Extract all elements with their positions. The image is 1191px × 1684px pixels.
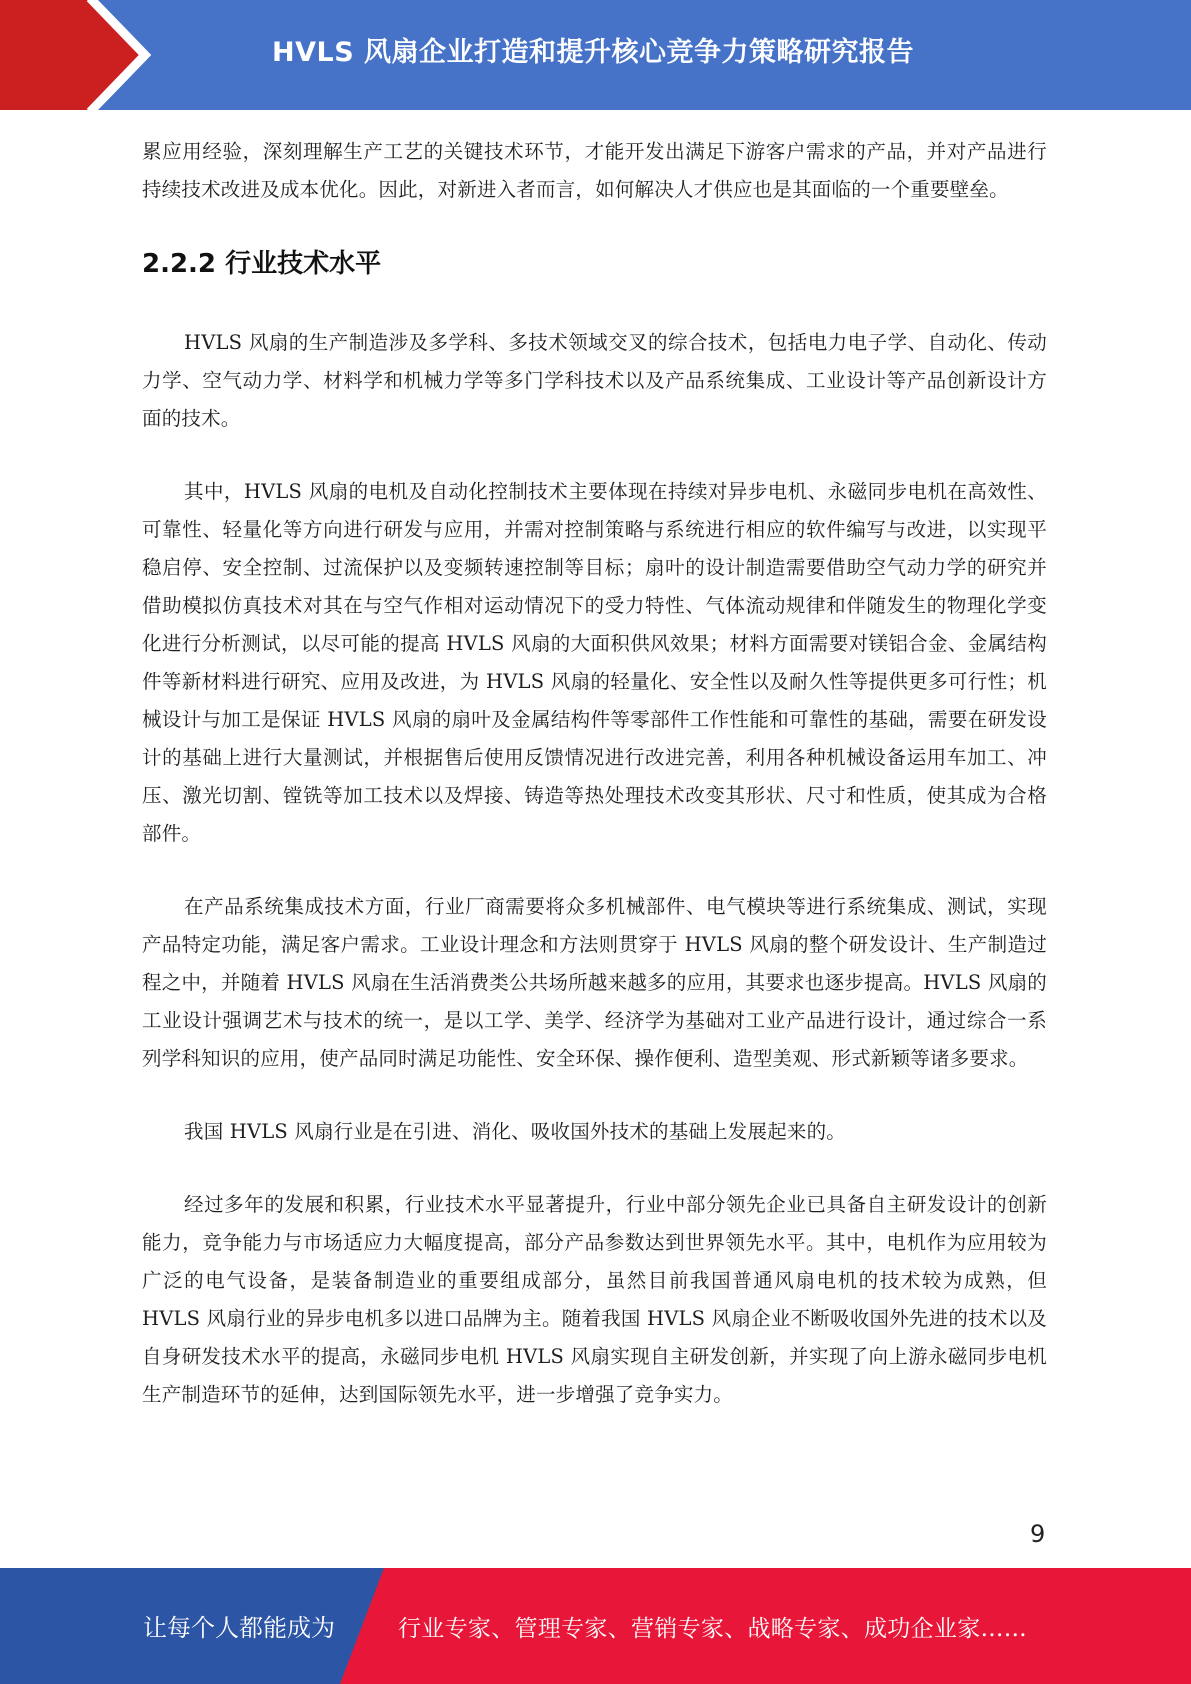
intro-paragraph: 累应用经验，深刻理解生产工艺的关键技术环节，才能开发出满足下游客户需求的产品，并对产品进行持续技术改进及成本优化。因此，对新进入者而言，如何解决人才供应也是其面临的一个重要壁垒。: [142, 140, 1047, 201]
footer-slogan-left: 让每个人都能成为: [143, 1614, 335, 1642]
page-header: [0, 0, 1191, 110]
body-paragraph: 在产品系统集成技术方面，行业厂商需要将众多机械部件、电气模块等进行系统集成、测试，实现产品特定功能，满足客户需求。工业设计理念和方法则贯穿于 HVLS 风扇的整个研发设计、生产制造过程之中，并随着 HVLS 风扇在生活消费类公共场所越来越多的应用，其要求也逐步提高。HVLS 风扇的工业设计强调艺术与技术的统一，是以工学、美学、经济学为基础对工业产品进行设计，通过综合一系列学科知识的应用，使产品同时满足功能性、安全环保、操作便利、造型美观、形式新颖等诸多要求。: [142, 895, 1047, 1070]
body-paragraph: 我国 HVLS 风扇行业是在引进、消化、吸收国外技术的基础上发展起来的。: [184, 1120, 846, 1143]
body-paragraph: HVLS 风扇的生产制造涉及多学科、多技术领域交叉的综合技术，包括电力电子学、自动化、传动力学、空气动力学、材料学和机械力学等多门学科技术以及产品系统集成、工业设计等产品创新设计方面的技术。: [142, 331, 1047, 430]
page-content: [142, 133, 1047, 1414]
section-heading: 2.2.2 行业技术水平: [142, 249, 382, 279]
header-chevron-decoration: [0, 0, 160, 110]
report-title: HVLS 风扇企业打造和提升核心竞争力策略研究报告: [272, 37, 915, 68]
body-paragraph: 其中，HVLS 风扇的电机及自动化控制技术主要体现在持续对异步电机、永磁同步电机在高效性、可靠性、轻量化等方向进行研发与应用，并需对控制策略与系统进行相应的软件编写与改进，以实现平稳启停、安全控制、过流保护以及变频转速控制等目标；扇叶的设计制造需要借助空气动力学的研究并借助模拟仿真技术对其在与空气作相对运动情况下的受力特性、气体流动规律和伴随发生的物理化学变化进行分析测试，以尽可能的提高 HVLS 风扇的大面积供风效果；材料方面需要对镁铝合金、金属结构件等新材料进行研究、应用及改进，为 HVLS 风扇的轻量化、安全性以及耐久性等提供更多可行性；机械设计与加工是保证 HVLS 风扇的扇叶及金属结构件等零部件工作性能和可靠性的基础，需要在研发设计的基础上进行大量测试，并根据售后使用反馈情况进行改进完善，利用各种机械设备运用车加工、冲压、激光切割、镗铣等加工技术以及焊接、铸造等热处理技术改变其形状、尺寸和性质，使其成为合格部件。: [142, 480, 1047, 845]
page-number: 9: [1030, 1520, 1046, 1548]
page-footer: [0, 1568, 1191, 1684]
body-paragraph: 经过多年的发展和积累，行业技术水平显著提升，行业中部分领先企业已具备自主研发设计的创新能力，竞争能力与市场适应力大幅度提高，部分产品参数达到世界领先水平。其中，电机作为应用较为广泛的电气设备，是装备制造业的重要组成部分，虽然目前我国普通风扇电机的技术较为成熟，但 HVLS 风扇行业的异步电机多以进口品牌为主。随着我国 HVLS 风扇企业不断吸收国外先进的技术以及自身研发技术水平的提高，永磁同步电机 HVLS 风扇实现自主研发创新，并实现了向上游永磁同步电机生产制造环节的延伸，达到国际领先水平，进一步增强了竞争实力。: [142, 1193, 1047, 1406]
footer-slogan-right: 行业专家、管理专家、营销专家、战略专家、成功企业家……: [398, 1616, 1028, 1642]
